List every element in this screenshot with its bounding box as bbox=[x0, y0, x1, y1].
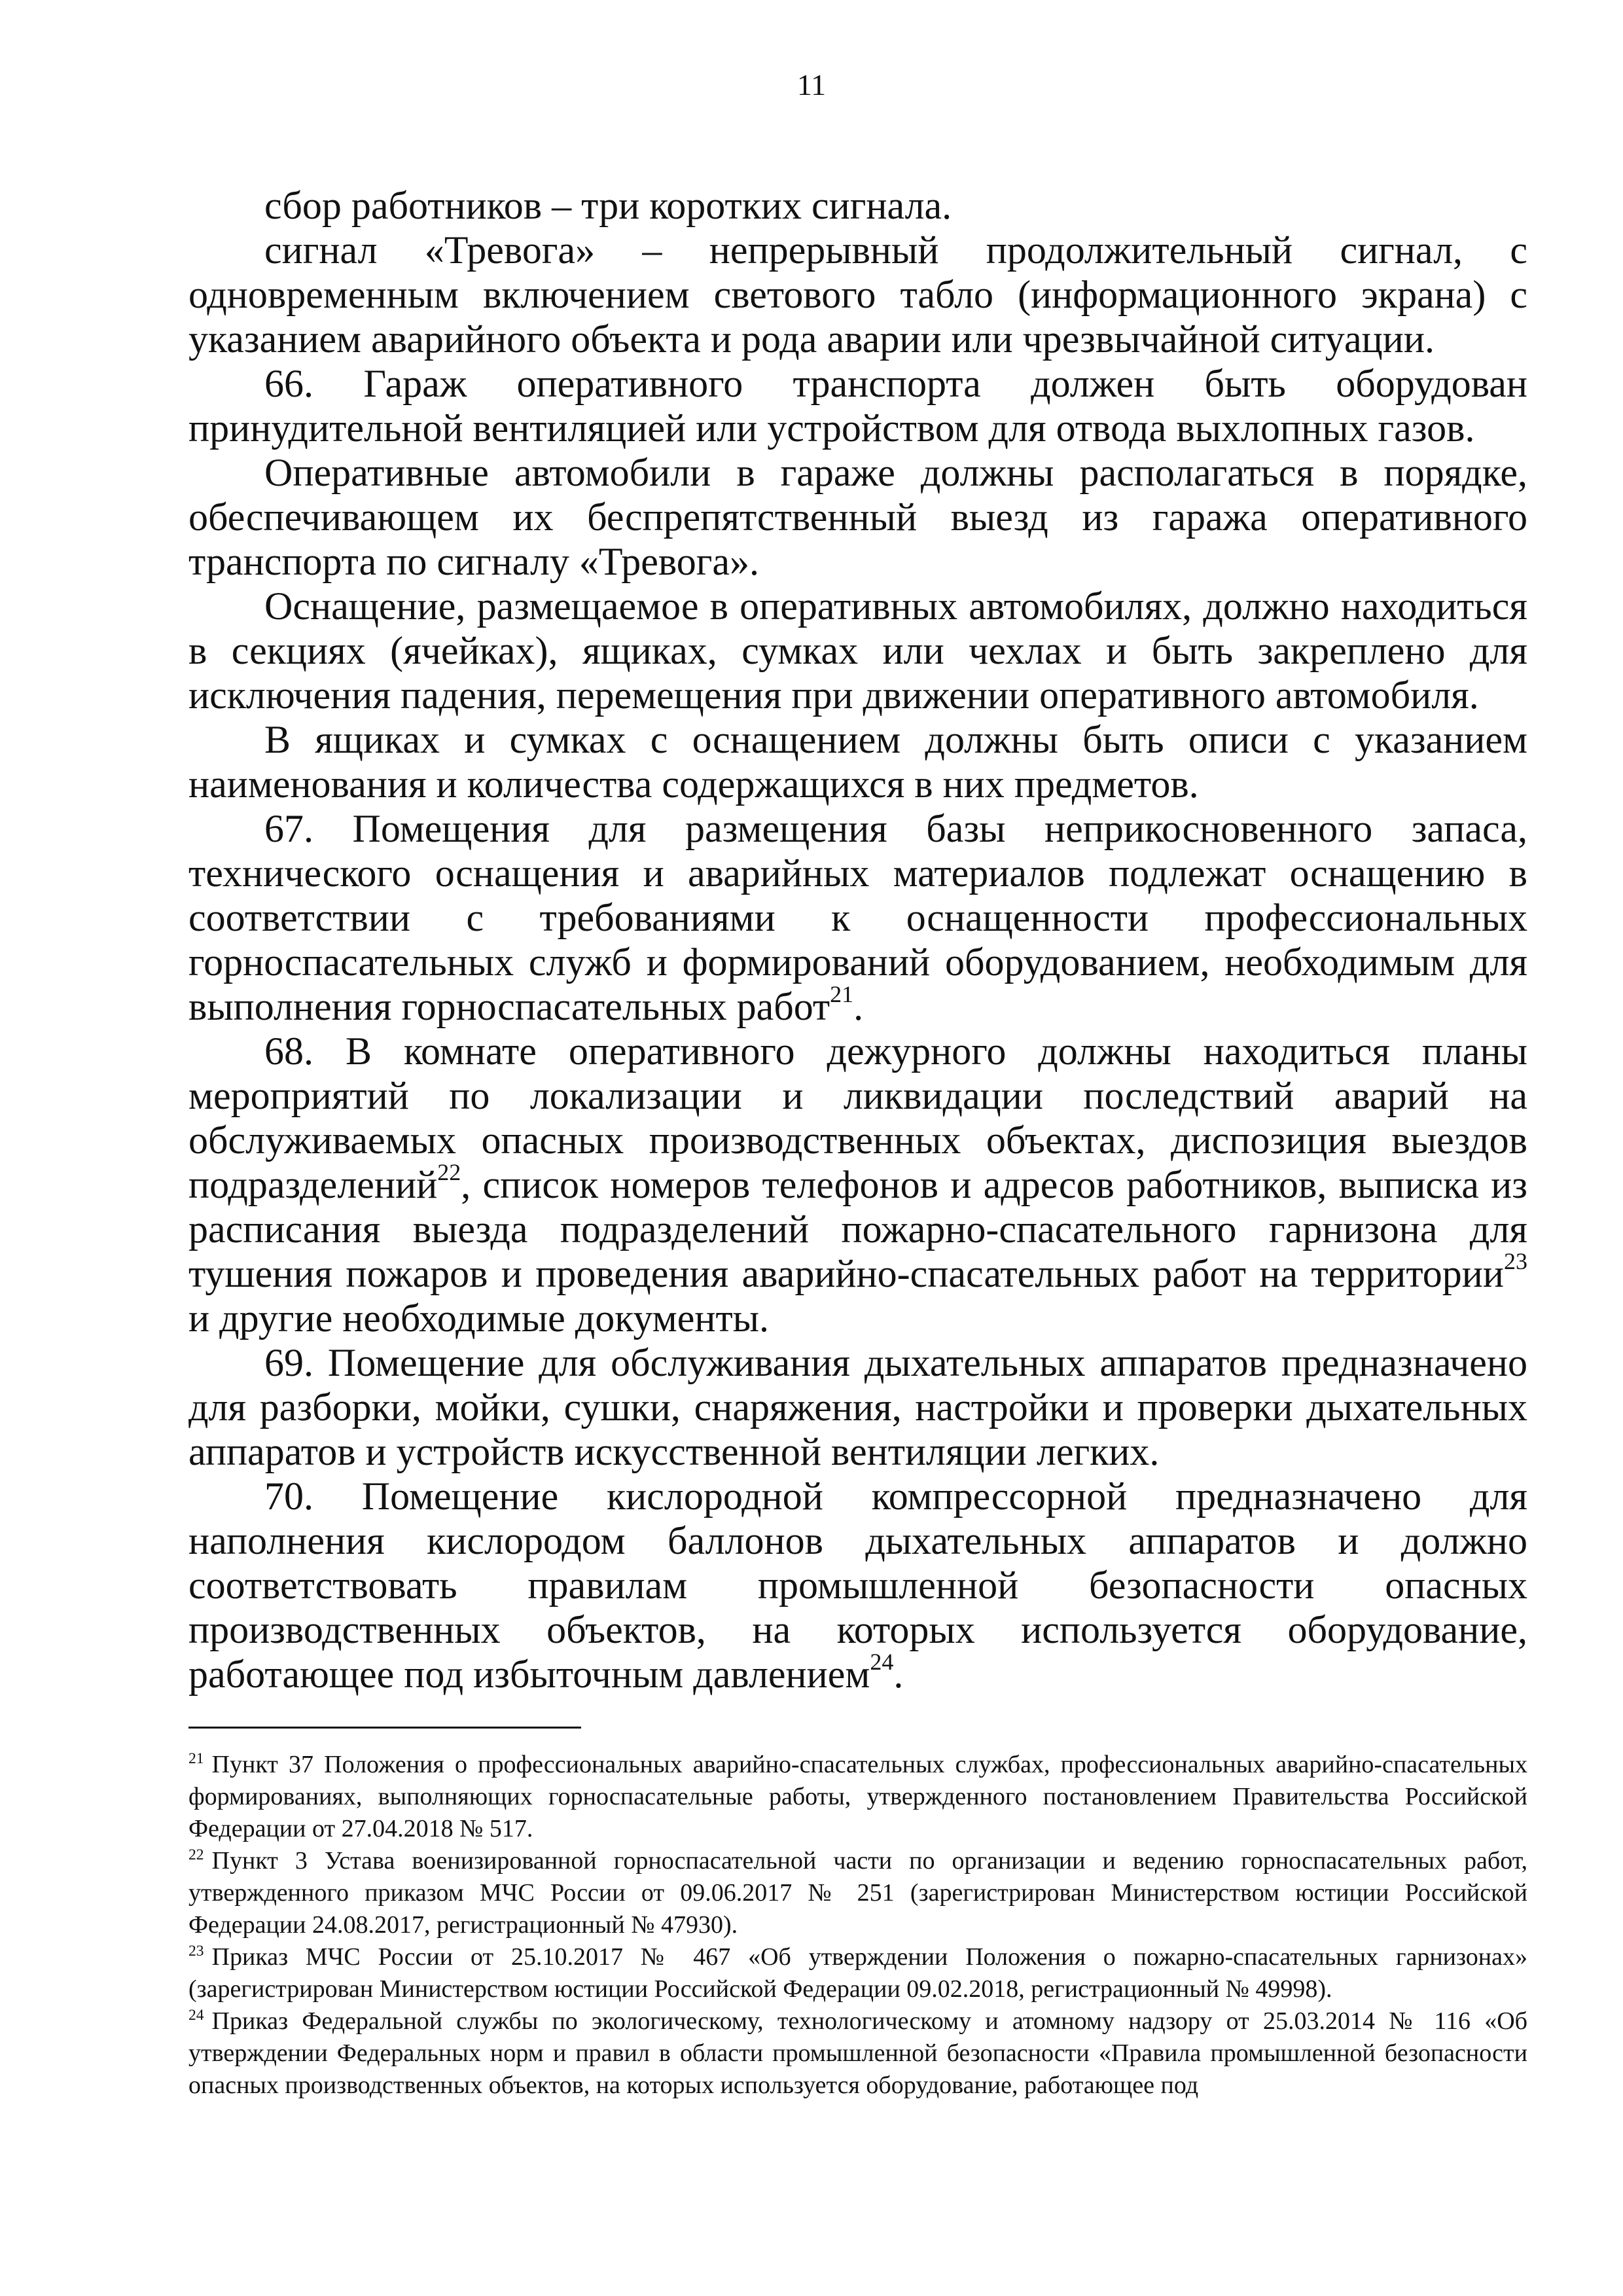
footnote-text: Пункт 3 Устава военизированной горноспасательной части по организации и ведению горноспасательных работ, утвержденного приказом МЧС России от 09.06.2017 № 251 (зарегистрирован Министерством юстиции Российской Федерации 24.08.2017, регистрационный № 47930). bbox=[188, 1847, 1527, 1939]
footnote-mark: 21 bbox=[188, 1749, 204, 1767]
paragraph-67-storage-rooms bbox=[188, 806, 1527, 1029]
footnote-24 bbox=[188, 2005, 1527, 2102]
paragraph-66-garage: 66. Гараж оперативного транспорта должен быть оборудован принудительной вентиляцией или устройством для отвода выхлопных газов. bbox=[188, 362, 1527, 450]
paragraph-inventory-lists: В ящиках и сумках с оснащением должны быть описи с указанием наименования и количества содержащихся в них предметов. bbox=[188, 718, 1527, 806]
footnote-text: Приказ МЧС России от 25.10.2017 № 467 «Об утверждении Положения о пожарно-спасательных гарнизонах» (зарегистрирован Министерством юстиции Российской Федерации 09.02.2018, регистрационный № 49998). bbox=[188, 1943, 1527, 2003]
footnote-text: Приказ Федеральной службы по экологическому, технологическому и атомному надзору от 25.03.2014 № 116 «Об утверждении Федеральных норм и правил в области промышленной безопасности «Правила промышленной безопасности опасных производственных объектов, на которых используется оборудование, работающее под bbox=[188, 2007, 1527, 2099]
footnote-mark: 24 bbox=[188, 2006, 204, 2024]
paragraph-text: 67. Помещения для размещения базы неприкосновенного запаса, технического оснащения и аварийных материалов подлежат оснащению в соответствии с требованиями к оснащенности профессиональных горноспасательных служб и формирований оборудованием, необходимым для выполнения горноспасательных работ bbox=[188, 807, 1527, 1028]
footnote-22 bbox=[188, 1845, 1527, 1941]
paragraph-vehicle-equipment: Оснащение, размещаемое в оперативных автомобилях, должно находиться в секциях (ячейках), ящиках, сумках или чехлах и быть закреплено для исключения падения, перемещения при движении оперативного автомобиля. bbox=[188, 584, 1527, 717]
document-body bbox=[188, 183, 1527, 1696]
footnote-text: Пункт 37 Положения о профессиональных аварийно-спасательных службах, профессиональных аварийно-спасательных формированиях, выполняющих горноспасательные работы, утвержденного постановлением Правительства Российской Федерации от 27.04.2018 № 517. bbox=[188, 1751, 1527, 1842]
footnote-23 bbox=[188, 1941, 1527, 2005]
footnote-mark: 22 bbox=[188, 1846, 204, 1863]
footnote-21 bbox=[188, 1749, 1527, 1845]
paragraph-text: 70. Помещение кислородной компрессорной предназначено для наполнения кислородом баллонов дыхательных аппаратов и должно соответствовать правилам промышленной безопасности опасных производственных объектов, на которых используется оборудование, работающее под избыточным давлением bbox=[188, 1475, 1527, 1696]
paragraph-70-oxygen-compressor bbox=[188, 1474, 1527, 1696]
paragraph-text: и другие необходимые документы. bbox=[188, 1297, 769, 1340]
footnote-ref-22: 22 bbox=[437, 1159, 461, 1185]
paragraph-vehicles-placement: Оперативные автомобили в гараже должны располагаться в порядке, обеспечивающем их беспрепятственный выезд из гаража оперативного транспорта по сигналу «Тревога». bbox=[188, 451, 1527, 583]
paragraph-text: . bbox=[893, 1653, 904, 1696]
paragraph-assembly-signal: сбор работников – три коротких сигнала. bbox=[264, 184, 952, 227]
footnote-ref-21: 21 bbox=[830, 981, 854, 1007]
paragraph-68-duty-room bbox=[188, 1029, 1527, 1340]
paragraph-text: , список номеров телефонов и адресов работников, выписка из расписания выезда подразделений пожарно-спасательного гарнизона для тушения пожаров и проведения аварийно-спасательных работ на территории bbox=[188, 1163, 1527, 1295]
footnotes bbox=[188, 1749, 1527, 2102]
paragraph-text: . bbox=[853, 985, 864, 1028]
footnote-mark: 23 bbox=[188, 1942, 204, 1960]
paragraph-alarm-signal: сигнал «Тревога» – непрерывный продолжительный сигнал, с одновременным включением светового табло (информационного экрана) с указанием аварийного объекта и рода аварии или чрезвычайной ситуации. bbox=[188, 228, 1527, 361]
paragraph-69-breathing-apparatus: 69. Помещение для обслуживания дыхательных аппаратов предназначено для разборки, мойки, сушки, снаряжения, настройки и проверки дыхательных аппаратов и устройств искусственной вентиляции легких. bbox=[188, 1341, 1527, 1473]
footnote-ref-23: 23 bbox=[1504, 1248, 1527, 1274]
footnote-separator bbox=[188, 1727, 581, 1729]
paragraph-text: 68. В комнате оперативного дежурного должны находиться планы мероприятий по локализации и ликвидации последствий аварий на обслуживаемых опасных производственных объектах, диспозиция выездов подразделений bbox=[188, 1030, 1527, 1206]
footnote-ref-24: 24 bbox=[870, 1649, 894, 1675]
page-number: 11 bbox=[796, 68, 827, 101]
